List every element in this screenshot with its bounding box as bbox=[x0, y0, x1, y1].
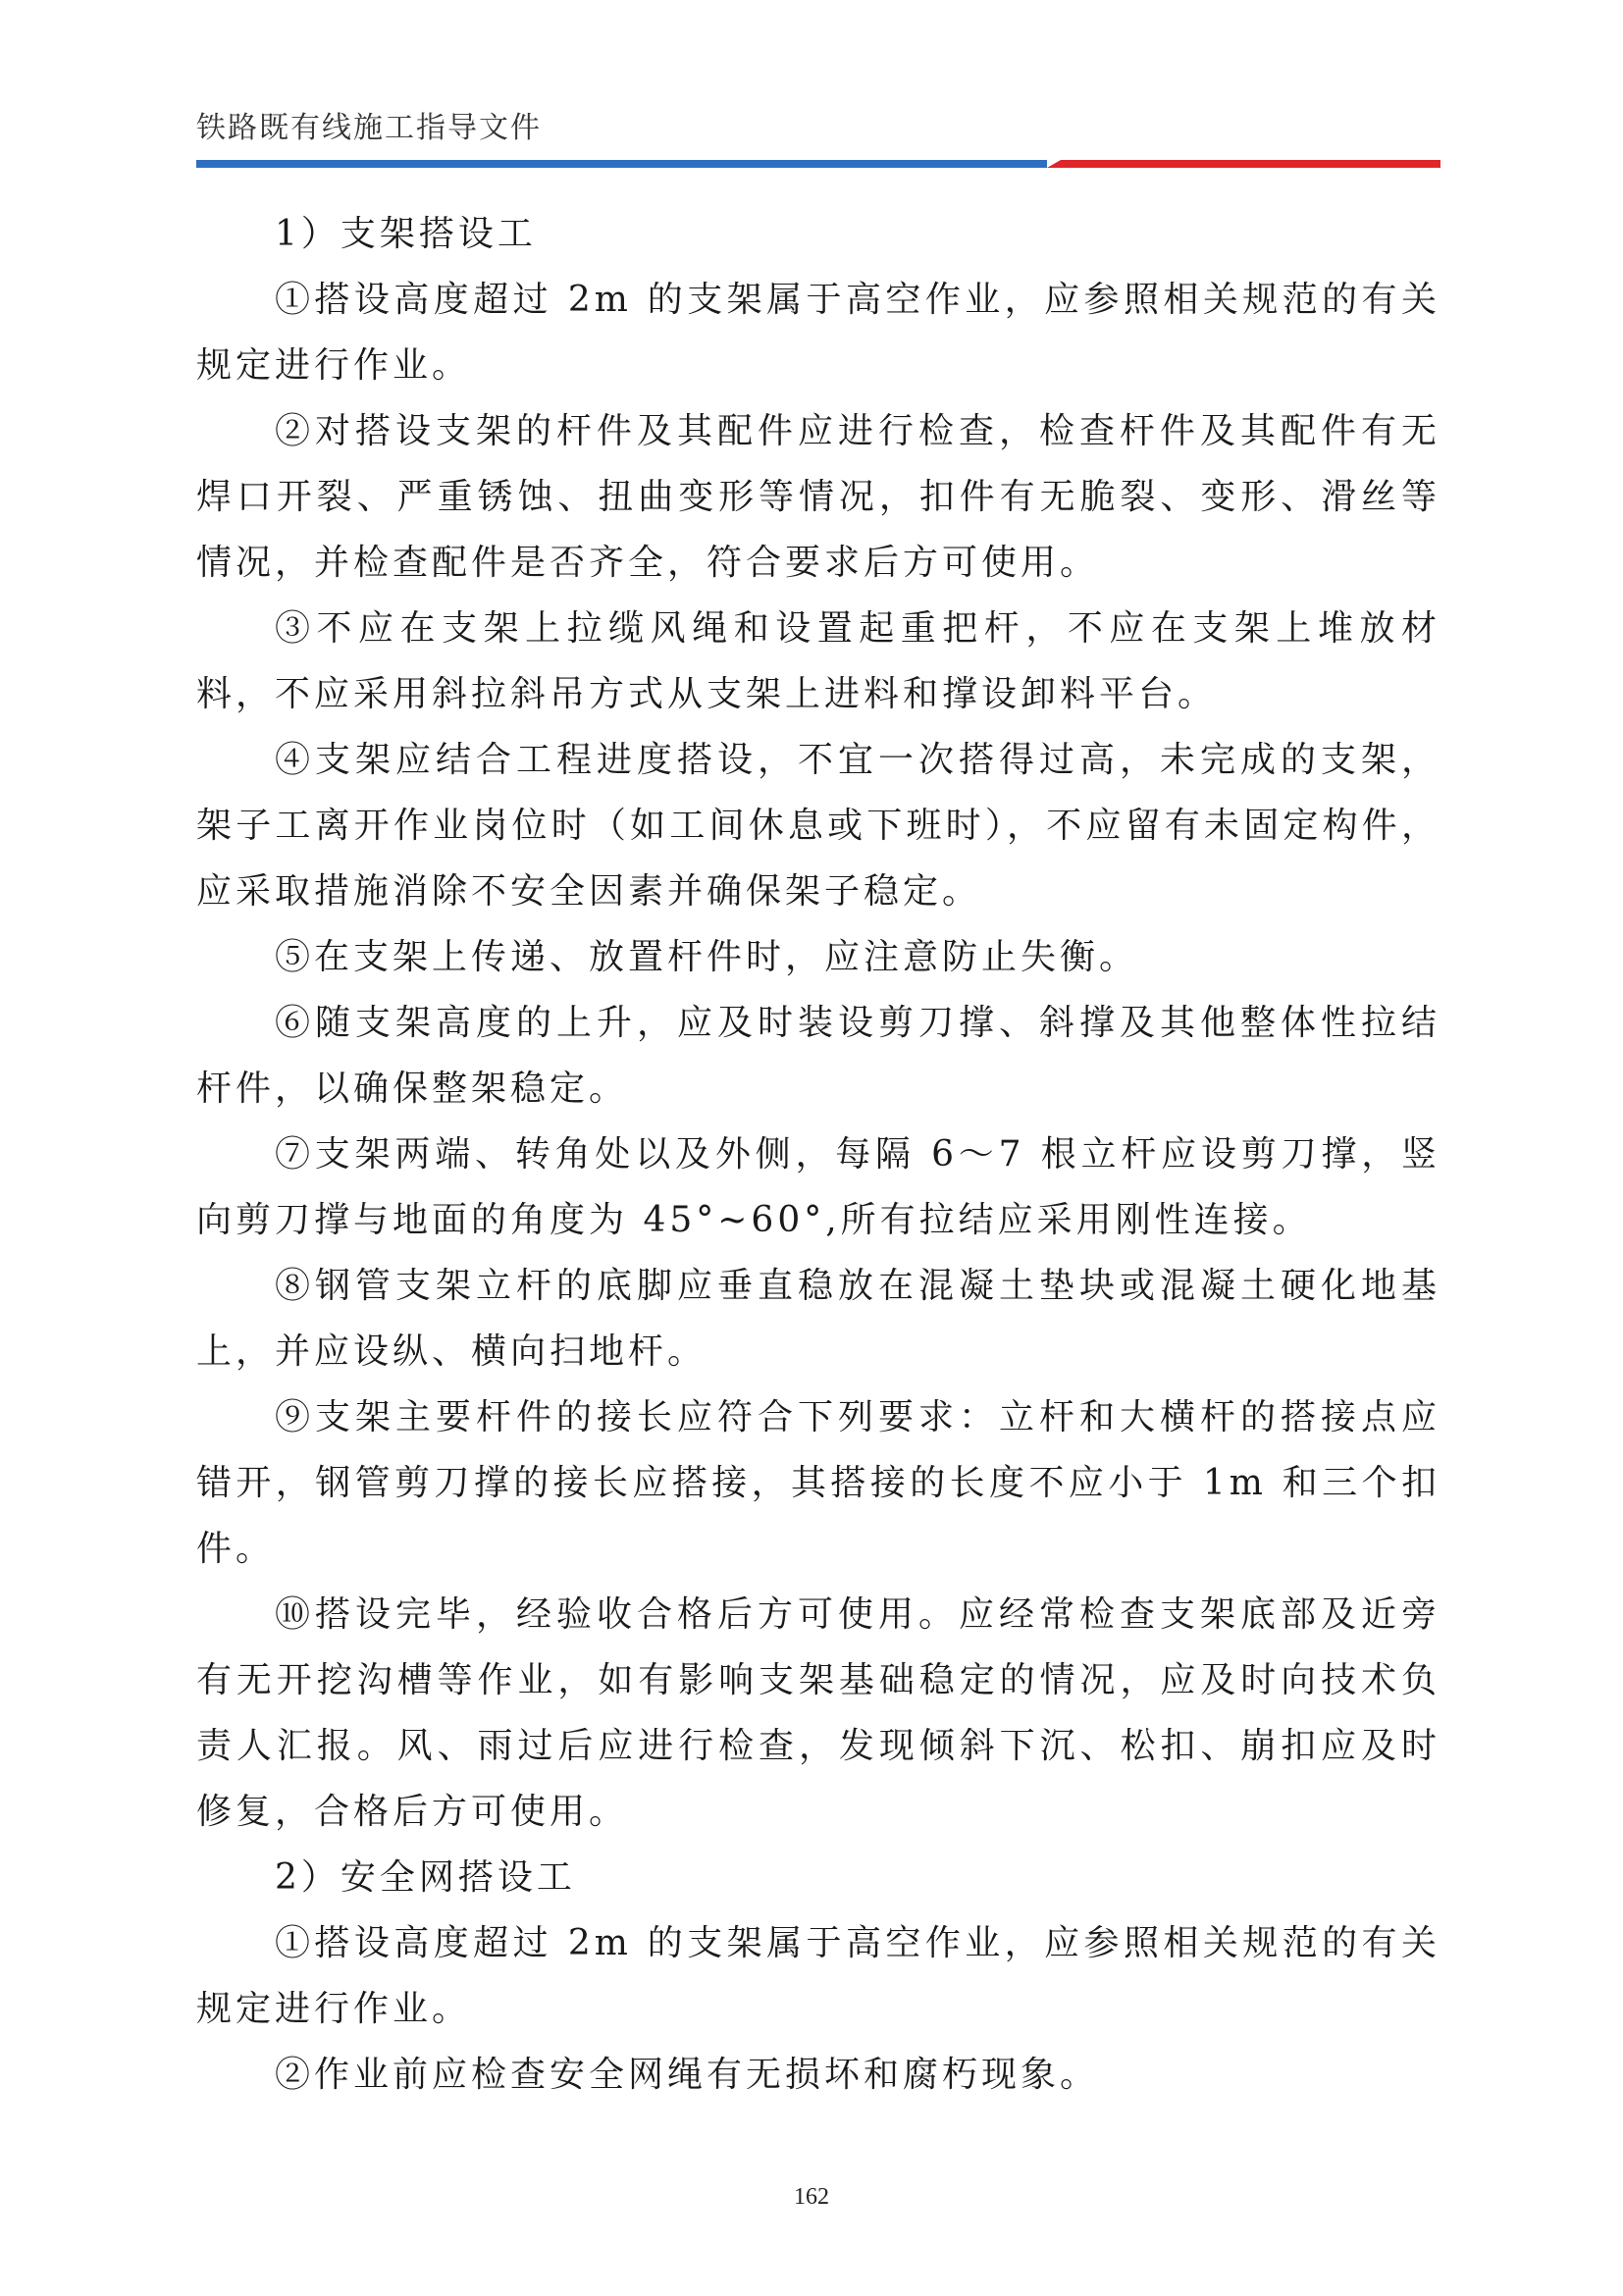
header-rule-blue bbox=[196, 160, 1047, 168]
paragraph-net-item-2: ②作业前应检查安全网绳有无损坏和腐朽现象。 bbox=[275, 2055, 1100, 2095]
paragraph-net-item-1: ①搭设高度超过 2m 的支架属于高空作业，应参照相关规范的有关规定进行作业。 bbox=[196, 1923, 1440, 2029]
paragraph-item-9: ⑨支架主要杆件的接长应符合下列要求：立杆和大横杆的搭接点应错开，钢管剪刀撑的接长应搭接，其搭接的长度不应小于 1m 和三个扣件。 bbox=[196, 1397, 1440, 1569]
header-rule bbox=[196, 160, 1440, 168]
paragraph-item-6: ⑥随支架高度的上升，应及时装设剪刀撑、斜撑及其他整体性拉结杆件，以确保整架稳定。 bbox=[196, 1003, 1440, 1109]
document-body bbox=[196, 201, 1440, 2108]
paragraph-item-4: ④支架应结合工程进度搭设，不宜一次搭得过高，未完成的支架，架子工离开作业岗位时（如工间休息或下班时），不应留有未固定构件，应采取措施消除不安全因素并确保架子稳定。 bbox=[196, 740, 1440, 912]
paragraph-item-7: ⑦支架两端、转角处以及外侧，每隔 6～7 根立杆应设剪刀撑，竖向剪刀撑与地面的角度为 45°~60°,所有拉结应采用刚性连接。 bbox=[196, 1134, 1440, 1240]
header-rule-red bbox=[1047, 160, 1440, 168]
paragraph-item-5: ⑤在支架上传递、放置杆件时，应注意防止失衡。 bbox=[275, 937, 1139, 977]
running-header-title: 铁路既有线施工指导文件 bbox=[196, 111, 542, 145]
paragraph-item-8: ⑧钢管支架立杆的底脚应垂直稳放在混凝土垫块或混凝土硬化地基上，并应设纵、横向扫地杆。 bbox=[196, 1266, 1440, 1372]
section-heading-safety-net: 2）安全网搭设工 bbox=[275, 1857, 576, 1898]
paragraph-item-10: ⑩搭设完毕，经验收合格后方可使用。应经常检查支架底部及近旁有无开挖沟槽等作业，如有影响支架基础稳定的情况，应及时向技术负责人汇报。风、雨过后应进行检查，发现倾斜下沉、松扣、崩扣应及时修复，合格后方可使用。 bbox=[196, 1594, 1440, 1832]
section-heading-scaffold: 1）支架搭设工 bbox=[275, 214, 537, 254]
page-number: 162 bbox=[794, 2184, 829, 2210]
paragraph-item-3: ③不应在支架上拉缆风绳和设置起重把杆，不应在支架上堆放材料，不应采用斜拉斜吊方式从支架上进料和撑设卸料平台。 bbox=[196, 608, 1440, 714]
paragraph-item-2: ②对搭设支架的杆件及其配件应进行检查，检查杆件及其配件有无焊口开裂、严重锈蚀、扭曲变形等情况，扣件有无脆裂、变形、滑丝等情况，并检查配件是否齐全，符合要求后方可使用。 bbox=[196, 411, 1440, 583]
paragraph-item-1: ①搭设高度超过 2m 的支架属于高空作业，应参照相关规范的有关规定进行作业。 bbox=[196, 280, 1440, 386]
